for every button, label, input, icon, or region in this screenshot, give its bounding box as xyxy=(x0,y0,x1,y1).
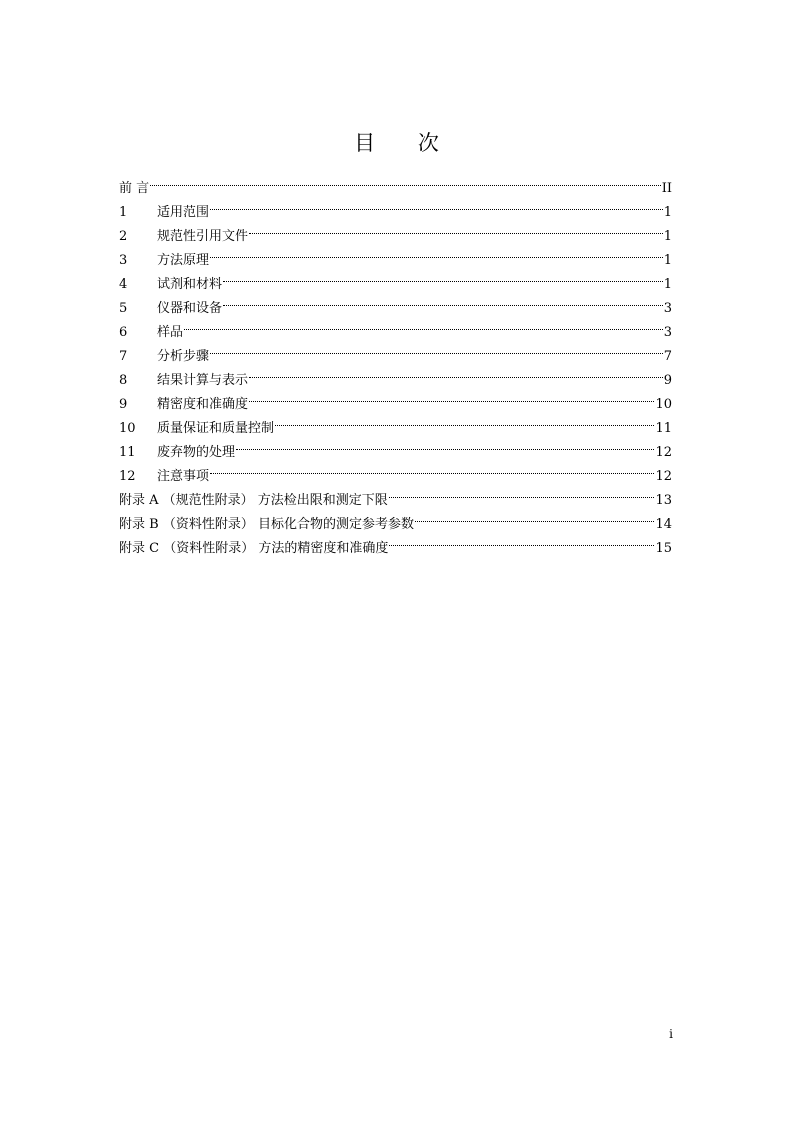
toc-dot-leader xyxy=(249,216,663,240)
toc-entry-title: 附录 C （资料性附录） 方法的精密度和准确度 xyxy=(119,541,389,556)
toc-dot-leader xyxy=(184,312,663,336)
toc-dot-leader xyxy=(210,336,663,360)
toc-entry-page: 11 xyxy=(655,421,672,436)
toc-entry-title: 精密度和准确度 xyxy=(157,397,249,412)
toc-dot-leader xyxy=(223,288,663,312)
toc-dot-leader xyxy=(389,480,655,504)
toc-dot-leader xyxy=(223,264,663,288)
toc-entry-number: 9 xyxy=(119,397,128,412)
toc-entry-1[interactable] xyxy=(119,192,672,220)
toc-entry-page: 1 xyxy=(663,253,672,268)
toc-entry-page: 9 xyxy=(663,373,672,388)
toc-entry-title: 试剂和材料 xyxy=(157,277,223,292)
toc-entry-title: 方法原理 xyxy=(157,253,210,268)
toc-entry-page: 1 xyxy=(663,229,672,244)
toc-entry-page: 3 xyxy=(663,325,672,340)
toc-entry-number: 4 xyxy=(119,277,128,292)
toc-entry-number: 11 xyxy=(119,445,136,460)
toc-entry-title: 废弃物的处理 xyxy=(157,445,236,460)
toc-entry-title: 前 言 xyxy=(119,181,150,196)
toc-entry-page: 12 xyxy=(655,445,672,460)
toc-dot-leader xyxy=(249,384,654,408)
toc-entry-7[interactable] xyxy=(119,336,672,364)
toc-entry-preface[interactable] xyxy=(119,168,672,196)
toc-dot-leader xyxy=(415,504,655,528)
toc-entry-title: 结果计算与表示 xyxy=(157,373,249,388)
toc-entry-title: 适用范围 xyxy=(157,205,210,220)
toc-dot-leader xyxy=(236,432,654,456)
toc-entry-title: 规范性引用文件 xyxy=(157,229,249,244)
toc-entry-title: 附录 B （资料性附录） 目标化合物的测定参考参数 xyxy=(119,517,414,532)
page-title: 目 次 xyxy=(354,131,457,155)
toc-entry-title: 分析步骤 xyxy=(157,349,210,364)
toc-entry-number: 2 xyxy=(119,229,128,244)
toc-entry-page: 15 xyxy=(655,541,672,556)
toc-entry-6[interactable] xyxy=(119,312,672,340)
toc-dot-leader xyxy=(389,528,654,552)
toc-entry-title: 仪器和设备 xyxy=(157,301,223,316)
toc-dot-leader xyxy=(150,168,661,192)
toc-entry-title: 注意事项 xyxy=(157,469,210,484)
toc-dot-leader xyxy=(210,192,663,216)
toc-entry-number: 3 xyxy=(119,253,128,268)
toc-entry-number: 5 xyxy=(119,301,128,316)
toc-entry-page: 13 xyxy=(655,493,672,508)
toc-entry-number: 8 xyxy=(119,373,128,388)
toc-entry-page: 3 xyxy=(663,301,672,316)
toc-entry-page: 10 xyxy=(655,397,672,412)
footer-page-number: i xyxy=(669,1027,673,1041)
toc-dot-leader xyxy=(275,408,654,432)
toc-dot-leader xyxy=(210,456,654,480)
toc-entry-title: 样品 xyxy=(157,325,184,340)
toc-entry-page: II xyxy=(661,181,672,196)
toc-entry-page: 12 xyxy=(655,469,672,484)
toc-entry-number: 1 xyxy=(119,205,128,220)
toc-entry-page: 1 xyxy=(663,277,672,292)
toc-entry-page: 1 xyxy=(663,205,672,220)
toc-entry-number: 10 xyxy=(119,421,136,436)
table-of-contents xyxy=(119,168,672,556)
toc-entry-page: 7 xyxy=(663,349,672,364)
toc-entry-page: 14 xyxy=(655,517,672,532)
toc-dot-leader xyxy=(210,240,663,264)
toc-entry-number: 6 xyxy=(119,325,128,340)
toc-dot-leader xyxy=(249,360,663,384)
toc-entry-title: 质量保证和质量控制 xyxy=(157,421,275,436)
toc-entry-title: 附录 A （规范性附录） 方法检出限和测定下限 xyxy=(119,493,388,508)
toc-entry-number: 12 xyxy=(119,469,136,484)
toc-entry-number: 7 xyxy=(119,349,128,364)
